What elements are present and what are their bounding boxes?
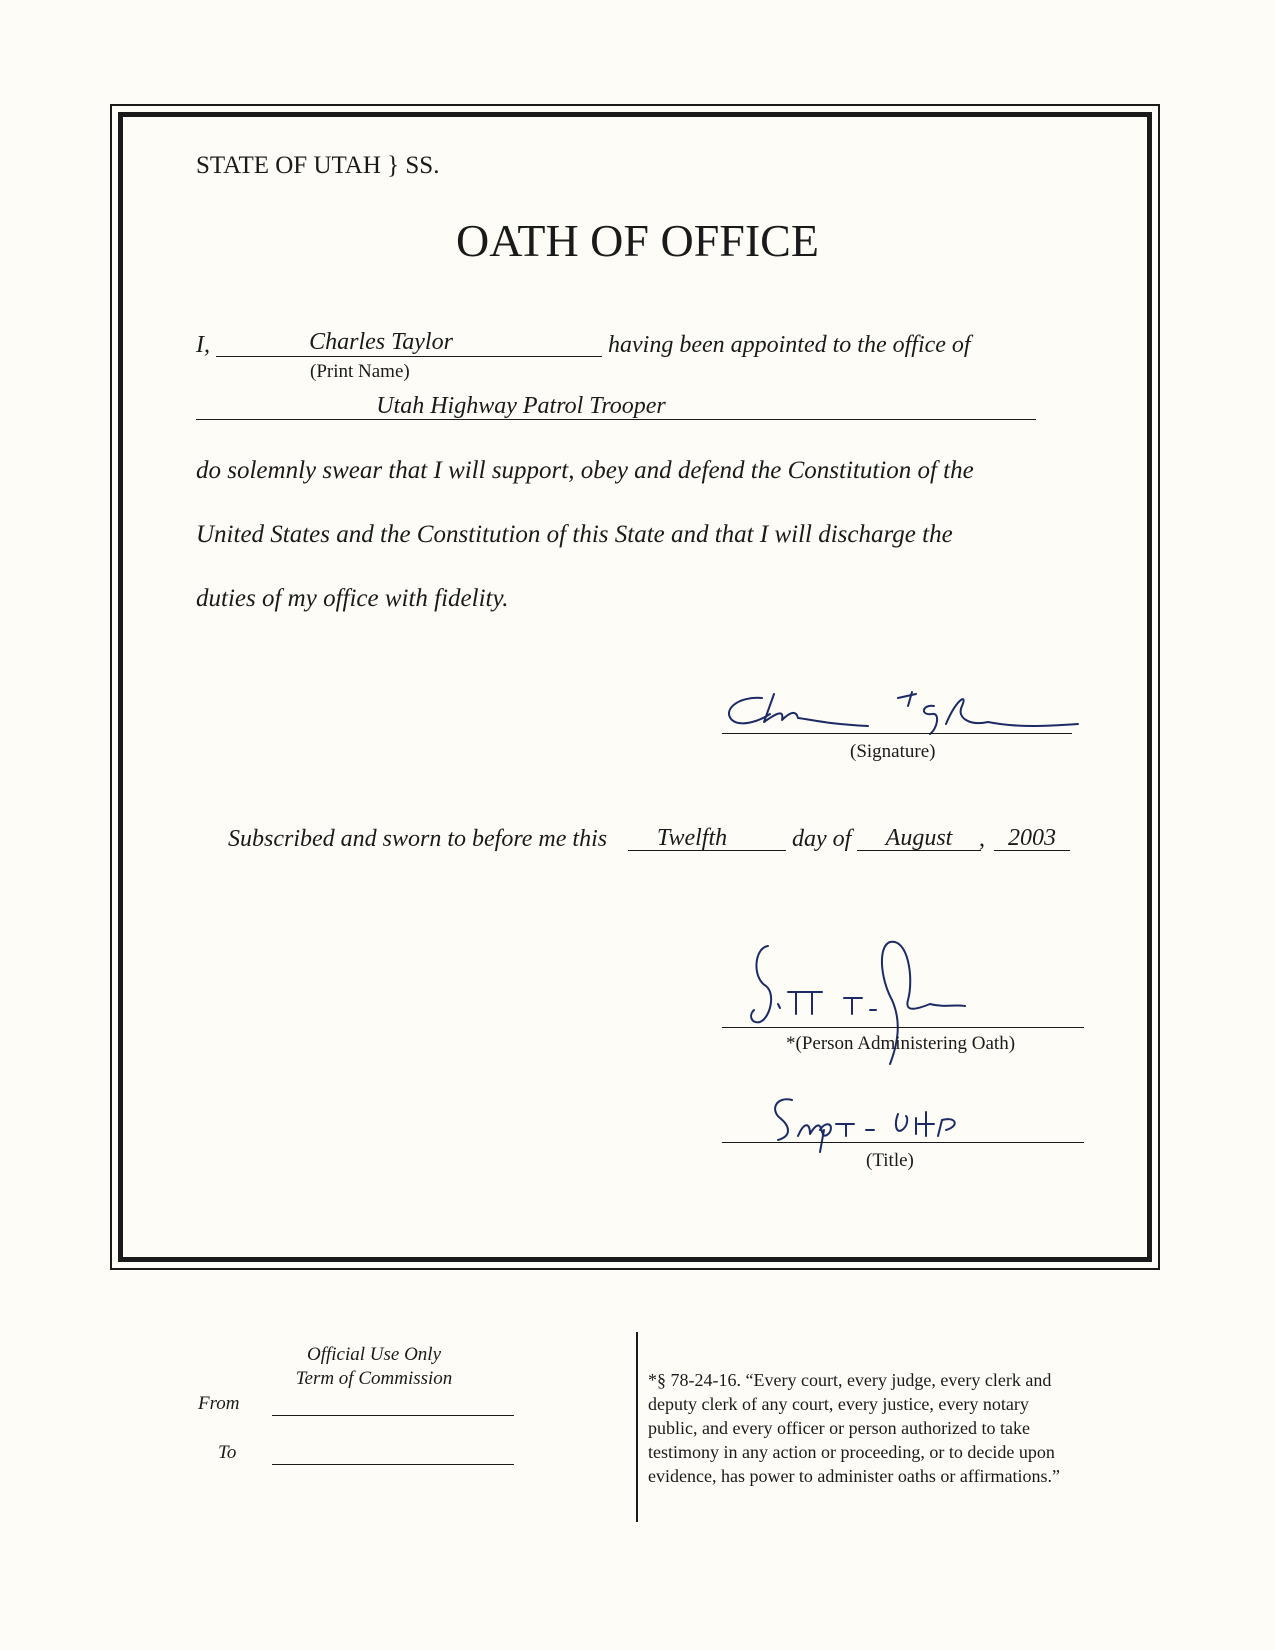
from-field[interactable] [272, 1415, 514, 1416]
footnote-line-5: evidence, has power to administer oaths or affirmations.” [648, 1466, 1061, 1486]
administrator-signature-line [722, 1027, 1084, 1028]
name-caption: (Print Name) [310, 361, 410, 382]
official-use-heading: Official Use Only [306, 1344, 442, 1365]
name-field-line [216, 356, 602, 357]
section-divider [636, 1332, 638, 1522]
footnote-line-2: deputy clerk of any court, every justice, every notary [648, 1394, 1029, 1414]
footnote-line-1: *§ 78-24-16. “Every court, every judge, every clerk and [648, 1370, 1052, 1390]
to-field[interactable] [272, 1464, 514, 1465]
oath-body-line-1: do solemnly swear that I will support, obey and defend the Constitution of the [196, 457, 974, 484]
appointment-text: having been appointed to the office of [608, 332, 971, 358]
title-caption: (Title) [866, 1150, 914, 1171]
signature-line [722, 733, 1072, 734]
oath-prefix: I, [196, 332, 210, 358]
title-line [722, 1142, 1084, 1143]
day-of-label: day of [792, 826, 852, 852]
administrator-caption: *(Person Administering Oath) [786, 1033, 1016, 1054]
oath-body-line-2: United States and the Constitution of this State and that I will discharge the [196, 521, 953, 548]
day-field[interactable]: Twelfth [656, 825, 728, 851]
name-field[interactable]: Charles Taylor [309, 329, 453, 355]
footnote-line-3: public, and every officer or person authorized to take [648, 1418, 1031, 1438]
sworn-prefix: Subscribed and sworn to before me this [228, 826, 608, 852]
to-label: To [218, 1442, 237, 1463]
term-of-commission-heading: Term of Commission [295, 1368, 453, 1389]
from-label: From [198, 1393, 240, 1414]
office-field[interactable]: Utah Highway Patrol Trooper [376, 393, 666, 419]
administrator-title-handwritten [762, 1092, 1012, 1158]
signature-caption: (Signature) [850, 741, 936, 762]
footnote-line-4: testimony in any action or proceeding, or to decide upon [648, 1442, 1055, 1462]
month-field[interactable]: August [885, 825, 953, 851]
page-title: OATH OF OFFICE [456, 215, 819, 266]
date-comma: , [979, 826, 985, 852]
state-line: STATE OF UTAH } SS. [196, 152, 440, 179]
year-field[interactable]: 2003 [1008, 825, 1056, 851]
oath-body-line-3: duties of my office with fidelity. [196, 585, 509, 612]
